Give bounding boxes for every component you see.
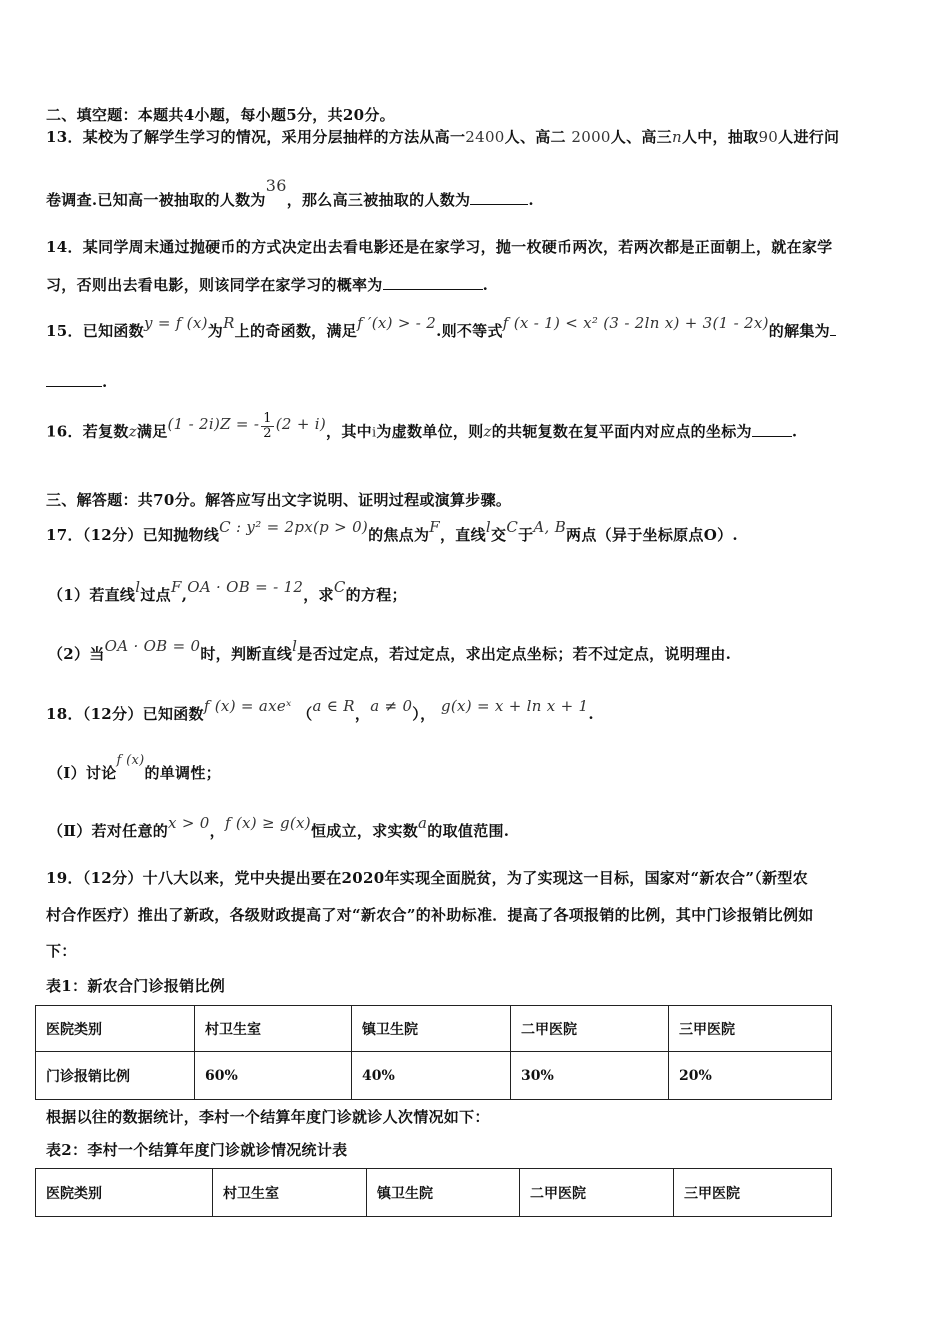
answer-blank bbox=[46, 372, 102, 387]
table-cell: 村卫生室 bbox=[213, 1169, 367, 1217]
answer-blank bbox=[383, 275, 483, 290]
table-cell: 医院类别 bbox=[36, 1169, 213, 1217]
q17-parabola: C : y² = 2px(p > 0) bbox=[219, 518, 369, 536]
q17-dot-product-condition: OA · OB = - 12 bbox=[187, 578, 304, 596]
q15-inequality: f (x - 1) < x² (3 - 2ln x) + 3(1 - 2x) bbox=[502, 314, 769, 332]
table-cell: 40% bbox=[352, 1052, 511, 1100]
q15-function: y = f (x) bbox=[143, 314, 208, 332]
table1-title: 表1：新农合门诊报销比例 bbox=[46, 977, 226, 995]
q17-l: l bbox=[485, 518, 492, 536]
q19-line3: 下： bbox=[46, 942, 77, 960]
answer-blank bbox=[830, 321, 836, 336]
q16-z-bar: z bbox=[483, 422, 492, 441]
q13-line2: 卷调查.已知高一被抽取的人数为36，那么高三被抽取的人数为 . bbox=[46, 176, 534, 209]
table-cell: 镇卫生院 bbox=[367, 1169, 520, 1217]
table-cell: 20% bbox=[669, 1052, 832, 1100]
q17-dot-product-zero: OA · OB = 0 bbox=[104, 637, 201, 655]
q13-var-n: n bbox=[671, 128, 682, 146]
answer-blank bbox=[752, 422, 792, 437]
table2-title: 表2：李村一个结算年度门诊就诊情况统计表 bbox=[46, 1141, 348, 1159]
table-cell: 二甲医院 bbox=[520, 1169, 674, 1217]
table-cell: 三甲医院 bbox=[674, 1169, 832, 1217]
table-1 bbox=[35, 1005, 832, 1100]
q19-line2: 村合作医疗）推出了新政，各级财政提高了对“新农合”的补助标准．提高了各项报销的比例，其中门诊报销比例如 bbox=[46, 906, 814, 924]
table-cell: 镇卫生院 bbox=[352, 1006, 511, 1052]
answer-blank bbox=[470, 190, 528, 205]
q16-i: i bbox=[371, 425, 377, 441]
q17-C: C bbox=[506, 518, 519, 536]
q13-num-90: 90 bbox=[758, 128, 779, 146]
q17-part2: （2）当OA · OB = 0时，判断直线l是否过定点，若过定点，求出定点坐标；若不过定点，说明理由. bbox=[48, 637, 732, 663]
q15-R: R bbox=[223, 314, 235, 332]
q15-derivative-condition: f ′(x) > - 2 bbox=[357, 314, 437, 332]
q18-part1: （Ⅰ）讨论f (x)的单调性； bbox=[48, 753, 221, 782]
section-3-heading: 三、解答题：共70分。解答应写出文字说明、证明过程或演算步骤。 bbox=[46, 491, 512, 509]
q13-num-2000: 2000 bbox=[571, 128, 611, 146]
section-2-heading: 二、填空题：本题共4小题，每小题5分，共20分。 bbox=[46, 106, 395, 124]
table1-header-row bbox=[36, 1006, 832, 1052]
q15-line2: . bbox=[46, 372, 108, 391]
q18-stem: 18．（12分）已知函数f (x) = axeˣ （a ∈ R，a ≠ 0）， g(x) = x + ln x + 1. bbox=[46, 697, 594, 723]
table-cell: 30% bbox=[511, 1052, 669, 1100]
q16-line: 16．若复数z满足(1 - 2i)Z = - $\frac{1}{2}$ (2 + i)，其中i为虚数单位，则z的共轭复数在复平面内对应点的坐标为 . bbox=[46, 411, 798, 441]
q13-num-2400: 2400 bbox=[465, 128, 505, 146]
table-cell: 二甲医院 bbox=[511, 1006, 669, 1052]
table-cell: 三甲医院 bbox=[669, 1006, 832, 1052]
q14-line1: 14．某同学周末通过抛硬币的方式决定出去看电影还是在家学习，抛一枚硬币两次，若两次都是正面朝上，就在家学 bbox=[46, 238, 833, 256]
q16-equation-right: (2 + i) bbox=[275, 414, 327, 433]
q16-equation-left: (1 - 2i)Z = - bbox=[167, 414, 260, 433]
table-cell: 医院类别 bbox=[36, 1006, 195, 1052]
q18-part2: （Ⅱ）若对任意的x > 0，f (x) ≥ g(x)恒成立，求实数a的取值范围. bbox=[48, 814, 510, 840]
q18-f-definition: f (x) = axeˣ bbox=[203, 697, 292, 715]
table1-data-row bbox=[36, 1052, 832, 1100]
table-2 bbox=[35, 1168, 832, 1217]
q13-line1: 13．某校为了解学生学习的情况，采用分层抽样的方法从高一2400人、高二 2000人、高三n人中，抽取90人进行问 bbox=[46, 128, 840, 146]
q14-line2: 习，否则出去看电影，则该同学在家学习的概率为 . bbox=[46, 276, 489, 294]
q19-mid-text: 根据以往的数据统计，李村一个结算年度门诊就诊人次情况如下： bbox=[46, 1108, 490, 1126]
q13-num-36: 36 bbox=[265, 176, 287, 195]
q17-part1: （1）若直线l过点F,OA · OB = - 12，求C的方程； bbox=[48, 578, 407, 604]
q16-z: z bbox=[128, 422, 137, 441]
q18-g-definition: g(x) = x + ln x + 1 bbox=[440, 697, 589, 715]
q17-F: F bbox=[429, 518, 440, 536]
table-cell: 村卫生室 bbox=[195, 1006, 352, 1052]
table-cell: 门诊报销比例 bbox=[36, 1052, 195, 1100]
q15-line1: 15．已知函数y = f (x)为R上的奇函数，满足f ′(x) > - 2.则不等式f (x - 1) < x² (3 - 2ln x) + 3(1 - 2x)的解集为 bbox=[46, 320, 836, 341]
q17-stem: 17．（12分）已知抛物线C : y² = 2px(p > 0)的焦点为F，直线l交C于A, B两点（异于坐标原点O）. bbox=[46, 518, 738, 544]
q17-AB: A, B bbox=[533, 518, 567, 536]
q19-line1: 19．（12分）十八大以来，党中央提出要在2020年实现全面脱贫，为了实现这一目标，国家对“新农合”（新型农 bbox=[46, 869, 808, 887]
table-cell: 60% bbox=[195, 1052, 352, 1100]
table2-header-row bbox=[36, 1169, 832, 1217]
q16-fraction: $\frac{1}{2}$ bbox=[263, 411, 272, 441]
